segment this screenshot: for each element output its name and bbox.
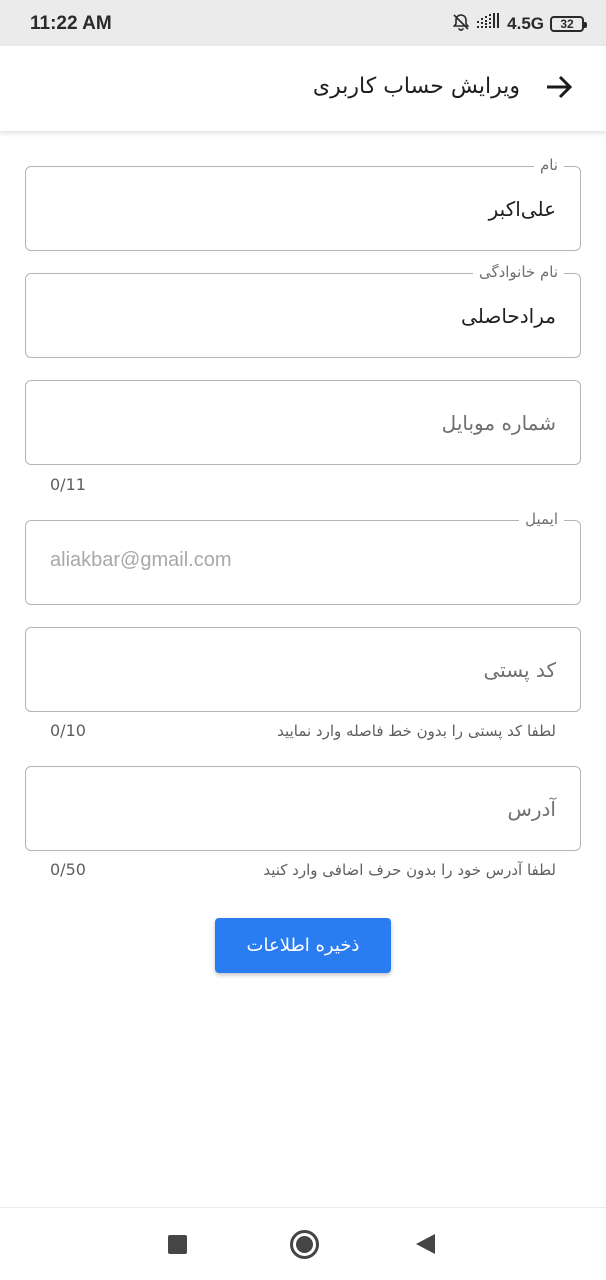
first-name-field[interactable] xyxy=(25,156,581,251)
last-name-label: نام خانوادگی xyxy=(473,262,564,282)
email-field[interactable] xyxy=(25,510,581,605)
first-name-label: نام xyxy=(534,155,564,175)
recents-icon[interactable] xyxy=(168,1235,187,1254)
home-icon[interactable] xyxy=(290,1230,319,1259)
battery-level: 32 xyxy=(560,17,574,31)
first-name-value: علی‌اکبر xyxy=(488,197,556,221)
bell-off-icon xyxy=(451,12,471,36)
postal-code-field[interactable] xyxy=(25,627,581,712)
back-button[interactable] xyxy=(542,72,576,106)
address-placeholder: آدرس xyxy=(507,797,556,821)
app-bar xyxy=(0,46,606,132)
status-time: 11:22 AM xyxy=(30,13,112,34)
postal-code-counter: 0/10 xyxy=(50,721,86,740)
address-helper: لطفا آدرس خود را بدون حرف اضافی وارد کنید xyxy=(263,861,556,879)
last-name-field[interactable] xyxy=(25,263,581,358)
arrow-right-icon xyxy=(544,72,574,106)
status-icons xyxy=(451,12,584,36)
navigation-bar xyxy=(0,1207,606,1280)
battery-icon xyxy=(550,16,584,32)
address-counter: 0/50 xyxy=(50,860,86,879)
mobile-placeholder: شماره موبایل xyxy=(441,411,556,435)
status-bar xyxy=(0,0,606,46)
mobile-field[interactable] xyxy=(25,380,581,465)
email-label: ایمیل xyxy=(519,509,564,529)
last-name-value: مرادحاصلی xyxy=(461,304,556,328)
nav-back-icon[interactable] xyxy=(416,1234,435,1254)
address-field[interactable] xyxy=(25,766,581,851)
network-type: 4.5G xyxy=(507,14,544,33)
postal-code-placeholder: کد پستی xyxy=(483,658,556,682)
email-value: aliakbar@gmail.com xyxy=(50,549,232,571)
save-button[interactable]: ذخیره اطلاعات xyxy=(215,918,391,973)
signal-icon xyxy=(477,13,501,35)
page-title: ویرایش حساب کاربری xyxy=(312,74,520,99)
mobile-counter: 0/11 xyxy=(50,475,86,494)
postal-code-helper: لطفا کد پستی را بدون خط فاصله وارد نمایید xyxy=(277,722,556,740)
